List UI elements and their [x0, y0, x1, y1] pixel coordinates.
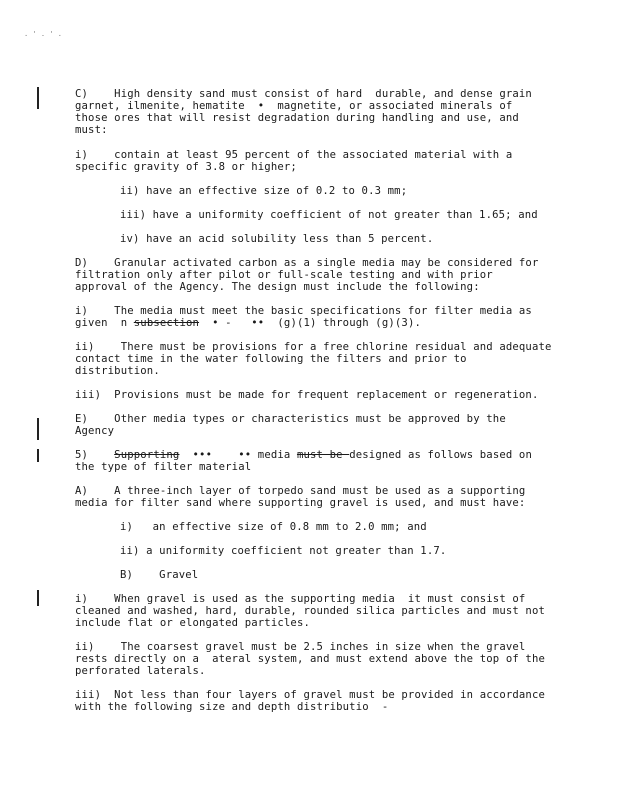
para-d-iii: iii) Provisions must be made for frequent replacement or regeneration. — [75, 389, 539, 401]
text-run: • - •• (g)(1) through (g)(3). — [199, 317, 421, 329]
para-d-ii-line: distribution. — [75, 365, 160, 377]
para-gravel-ii-line: rests directly on a ateral system, and must extend above the top of the — [75, 653, 546, 665]
para-c-line: garnet, ilmenite, hematite • magnetite, or associated minerals of — [75, 100, 513, 112]
para-d-ii-line: ii) There must be provisions for a free chlorine residual and adequate — [75, 341, 552, 353]
para-c-iv: iv) have an acid solubility less than 5 percent. — [120, 233, 434, 245]
para-c-line: must: — [75, 124, 108, 136]
revision-bar — [37, 590, 39, 606]
para-gravel-iii-line: iii) Not less than four layers of gravel must be provided in accordance — [75, 689, 546, 701]
para-a-line: A) A three-inch layer of torpedo sand must be used as a supporting — [75, 485, 526, 497]
text-run: given n — [75, 317, 134, 329]
revision-bar — [37, 449, 39, 462]
para-c-i-line: specific gravity of 3.8 or higher; — [75, 161, 297, 173]
para-c-ii: ii) have an effective size of 0.2 to 0.3 mm; — [120, 185, 408, 197]
para-d-line: approval of the Agency. The design must include the following: — [75, 281, 480, 293]
para-e-line: Agency — [75, 425, 115, 437]
para-c-iii: iii) have a uniformity coefficient of not greater than 1.65; and — [120, 209, 538, 221]
para-d-ii-line: contact time in the water following the filters and prior to — [75, 353, 467, 365]
para-a-line: media for filter sand where supporting gravel is used, and must have: — [75, 497, 526, 509]
para-c-line: those ores that will resist degradation during handling and use, and — [75, 112, 519, 124]
text-run: ••• •• media — [179, 449, 297, 461]
revision-bar — [37, 418, 39, 440]
text-run: 5) — [75, 449, 115, 461]
para-a-i: i) an effective size of 0.8 mm to 2.0 mm; and — [120, 521, 427, 533]
para-5-line — [75, 449, 532, 461]
para-d-i-line — [75, 317, 421, 329]
revision-bar — [37, 87, 39, 109]
para-d-i-line: i) The media must meet the basic specifications for filter media as — [75, 305, 532, 317]
para-gravel-iii-line: with the following size and depth distributio - — [75, 701, 389, 713]
scan-specks: . ' . ' . — [24, 30, 62, 38]
deleted-text: subsection — [133, 317, 200, 329]
para-gravel-i-line: i) When gravel is used as the supporting media it must consist of — [75, 593, 526, 605]
para-5-line: the type of filter material — [75, 461, 252, 473]
para-gravel-i-line: include flat or elongated particles. — [75, 617, 311, 629]
para-e-line: E) Other media types or characteristics must be approved by the — [75, 413, 506, 425]
para-c-line: C) High density sand must consist of hard durable, and dense grain — [75, 88, 532, 100]
deleted-text: Supporting — [114, 449, 180, 461]
para-a-ii: ii) a uniformity coefficient not greater than 1.7. — [120, 545, 447, 557]
para-d-line: D) Granular activated carbon as a single media may be considered for — [75, 257, 539, 269]
para-gravel-ii-line: perforated laterals. — [75, 665, 206, 677]
deleted-text: must be — [296, 449, 350, 461]
para-gravel-i-line: cleaned and washed, hard, durable, rounded silica particles and must not — [75, 605, 546, 617]
para-gravel-ii-line: ii) The coarsest gravel must be 2.5 inches in size when the gravel — [75, 641, 526, 653]
text-run: designed as follows based on — [349, 449, 532, 461]
para-c-i-line: i) contain at least 95 percent of the associated material with a — [75, 149, 513, 161]
para-d-line: filtration only after pilot or full-scale testing and with prior — [75, 269, 493, 281]
para-b-heading: B) Gravel — [120, 569, 199, 581]
